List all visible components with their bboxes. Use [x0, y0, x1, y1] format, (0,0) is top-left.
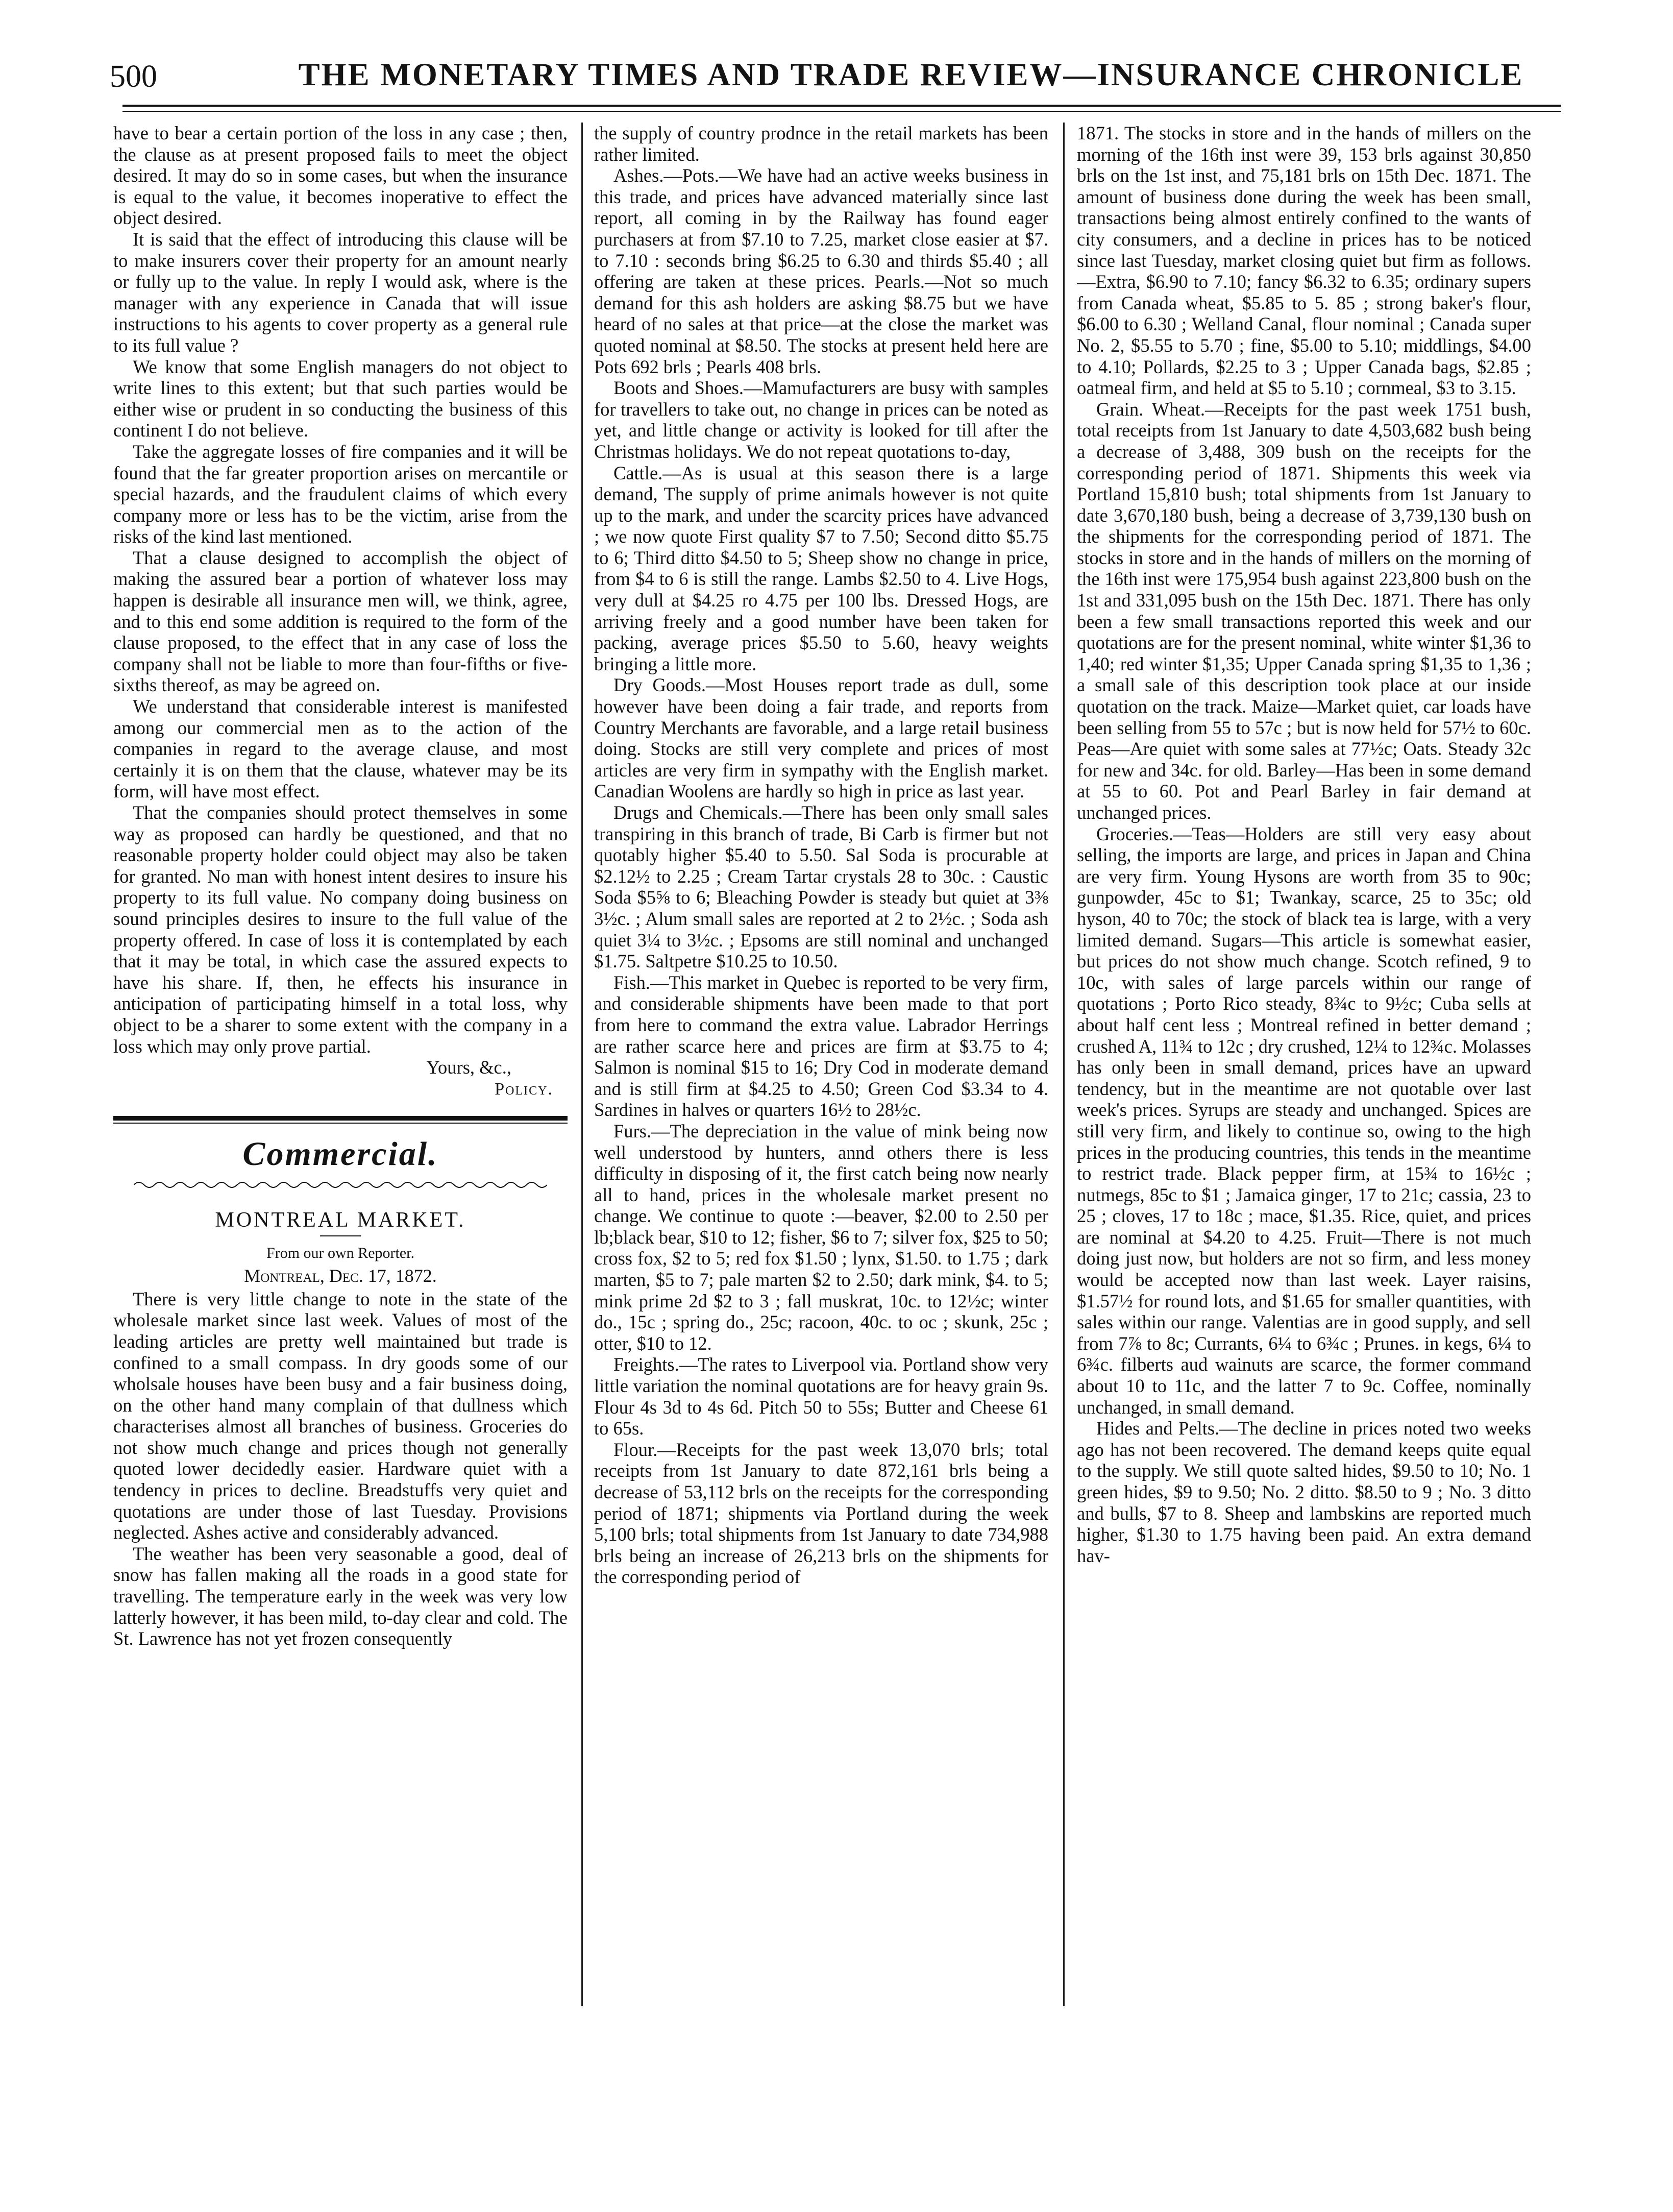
column-1	[113, 123, 568, 2006]
page-header	[110, 48, 1559, 110]
column-3	[1077, 123, 1531, 2006]
market-item-dry-goods: Dry Goods.—Most Houses report trade as dull, some however have been doing a fair trade, and reports from Country Merchants are favorable, and a large retail business doing. Stocks are still very complete and prices of most articles are very firm in sympathy with the English market. Canadian Woolens are hardly so high in price as last year.	[594, 674, 1048, 802]
paragraph: That the companies should protect themselves in some way as proposed can hardly be questioned, and that no reasonable property holder could object may also be taken for granted. No man with honest intent desires to insure his property to its full value. No company doing business on sound principles desires to insure to the full value of the property offered. In case of loss it is contemplated by each that it may be total, in which case the assured expects to have his share. If, then, he effects his insurance in anticipation of participating himself in a total loss, why object to be a sharer to some extent with the company in a loss which may only prove partial.	[113, 802, 568, 1057]
dateline: Montreal, Dec. 17, 1872.	[244, 1265, 437, 1286]
market-item-drugs-and-chemicals: Drugs and Chemicals.—There has been only small sales transpiring in this branch of trade, Bi Carb is firmer but not quotably higher $5.40 to 5.50. Sal Soda is procurable at $2.12½ to 2.25 ; Cream Tartar crystals 28 to 30c. : Caustic Soda $5⅝ to 6; Bleaching Powder is steady but quiet at 3⅜ 3½c. ; Alum small sales are reported at 2 to 2½c. ; Soda ash quiet 3¼ to 3½c. ; Epsoms are still nominal and unchanged $1.75. Saltpetre $10.25 to 10.50.	[594, 802, 1048, 972]
market-item-hides-and-pelts: Hides and Pelts.—The decline in prices noted two weeks ago has not been recovered. The demand keeps quite equal to the supply. We still quote salted hides, $9.50 to 10; No. 1 green hides, $9 to 9.50; No. 2 ditto. $8.50 to 9 ; No. 3 ditto and bulls, $7 to 8. Sheep and lambskins are reported much higher, $1.30 to 1.75 having been paid. An extra demand hav-	[1077, 1418, 1531, 1566]
paragraph: That a clause designed to accomplish the object of making the assured bear a portion of whatever loss may happen is desirable all insurance men will, we think, agree, and to this end some addition is required to the form of the clause proposed, to the effect that in any case of loss the company shall not be liable to more than four-fifths or five-sixths thereof, as may be agreed on.	[113, 547, 568, 696]
paragraph: Take the aggregate losses of fire companies and it will be found that the far greater proportion arises on mercantile or special hazards, and the fraudulent claims of which every company more or less has to be the victim, arise from the risks of the kind last mentioned.	[113, 441, 568, 547]
market-item-fish: Fish.—This market in Quebec is reported to be very firm, and considerable shipments have been made to that port from here to command the extra value. Labrador Herrings are rather scarce here and prices are firm at $3.75 to 4; Salmon is nominal $15 to 16; Dry Cod in moderate demand and is still firm at $4.25 to 4.50; Green Cod $3.34 to 4. Sardines in halves or quarters 16½ to 28½c.	[594, 971, 1048, 1121]
paragraph: There is very little change to note in the state of the wholesale market since last week. Values of most of the leading articles are pretty well maintained but trade is confined to a small compass. In dry goods some of our wholsale houses have been busy and a fair business doing, on the other hand many complain of that dullness which characterises almost all branches of business. Groceries do not show much change and prices though not generally quoted lower decidedly easier. Hardware quiet with a tendency in prices to decline. Breadstuffs very quiet and quotations are under those of last Tuesday. Provisions neglected. Ashes active and considerably advanced.	[113, 1288, 568, 1543]
market-item-cattle: Cattle.—As is usual at this season there is a large demand, The supply of prime animals however is not quite up to the mark, and under the scarcity prices have advanced ; we now quote First quality $7 to 7.50; Second ditto $5.75 to 6; Third ditto $4.50 to 5; Sheep show no change in price, from $4 to 6 is still the range. Lambs $2.50 to 4. Live Hogs, very dull at $4.25 ro 4.75 per 100 lbs. Dressed Hogs, are arriving freely and a good number have been taken for packing, average prices $5.50 to 5.60, heavy weights bringing a little more.	[594, 462, 1048, 674]
letter-sign-off: Yours, &c.,	[426, 1057, 511, 1078]
title-short-rule	[320, 1235, 361, 1236]
market-item-flour: Flour.—Receipts for the past week 13,070 brls; total receipts from 1st January to date 872,161 brls being a decrease of 53,112 brls on the receipts for the corresponding period of 1871; shipments via Portland during the week 5,100 brls; total shipments from 1st January to date 734,988 brls being an increase of 26,213 brls on the shipments for the corresponding period of	[594, 1439, 1048, 1588]
market-item-furs: Furs.—The depreciation in the value of mink being now well understood by hunters, annd others there is less difficulty in disposing of it, the first catch being now nearly all to hand, prices in the wholesale market present no change. We continue to quote :—beaver, $2.00 to 2.50 per lb;black bear, $10 to 12; fisher, $6 to 7; silver fox, $25 to 50; cross fox, $2 to 5; red fox $1.50 ; lynx, $1.50. to 1.75 ; dark marten, $5 to 7; pale marten $2 to 2.50; dark mink, $4. to 5; mink prime 2d $2 to 3 ; fall muskrat, 10c. to 12½c; winter do., 15c ; spring do., 25c; racoon, 40c. to oc ; skunk, 25c ; otter, $10 to 12.	[594, 1120, 1048, 1354]
paragraph: The weather has been very seasonable a good, deal of snow has fallen making all the roads in a good state for travelling. The temperature early in the week was very low latterly however, it has been mild, to-day clear and cold. The St. Lawrence has not yet frozen consequently	[113, 1543, 568, 1649]
paragraph: 1871. The stocks in store and in the hands of millers on the morning of the 16th inst were 39, 153 brls against 30,850 brls on the 1st inst, and 75,181 brls on 15th Dec. 1871. The amount of business done during the week has been small, transactions being almost entirely confined to the wants of city consumers, and a decline in prices has to be noticed since last Tuesday, market closing quiet but firm as follows. —Extra, $6.90 to 7.10; fancy $6.32 to 6.35; ordinary supers from Canada wheat, $5.85 to 5. 85 ; strong baker's flour, $6.00 to 6.30 ; Welland Canal, flour nominal ; Canada super No. 2, $5.55 to 5.70 ; fine, $5.00 to 5.10; middlings, $4.00 to 4.10; Pollards, $2.25 to 3 ; Upper Canada bags, $2.85 ; oatmeal firm, and held at $5 to 5.10 ; cornmeal, $3 to 3.15.	[1077, 123, 1531, 399]
paragraph: It is said that the effect of introducing this clause will be to make insurers cover their property for an amount nearly or fully up to the value. In reply I would ask, where is the manager with any experience in Canada that will issue instructions to his agents to cover property as a general rule to its full value ?	[113, 228, 568, 356]
paragraph: the supply of country prodnce in the retail markets has been rather limited.	[594, 123, 1048, 165]
market-item-freights: Freights.—The rates to Liverpool via. Portland show very little variation the nominal quotations are for heavy grain 9s. Flour 4s 3d to 4s 6d. Pitch 50 to 55s; Butter and Cheese 61 to 65s.	[594, 1354, 1048, 1439]
paragraph: We understand that considerable interest is manifested among our commercial men as to the action of the companies in regard to the average clause, and most certainly it is on them that the clause, whatever may be its form, will have most effect.	[113, 696, 568, 802]
article-columns	[113, 123, 1573, 2006]
market-item-grain: Grain. Wheat.—Receipts for the past week 1751 bush, total receipts from 1st January to date 4,503,682 bush being a decrease of 3,488, 309 bush on the receipts for the corresponding period of 1871. Shipments this week via Portland 15,810 bush; total shipments from 1st January to date 3,670,180 bush, being a decrease of 3,739,130 bush on the shipments for the corresponding period of 1871. The stocks in store and in the hands of millers on the morning of the 16th inst were 175,954 bush against 223,800 bush on the 1st and 331,095 bush on the 15th Dec. 1871. There has only been a few small transactions reported this week and our quotations are for the present nominal, white winter $1,36 to 1,40; red winter $1,35; Upper Canada spring $1,35 to 1,36 ; a small sale of this description took place at our inside quotation on the track. Maize—Market quiet, car loads have been selling from 55 to 57c ; but is now held for 57½ to 60c. Peas—Are quiet with some sales at 77½c; Oats. Steady 32c for new and 34c. for old. Barley—Has been in some demand at 55 to 60. Pot and Pearl Barley in fair demand at unchanged prices.	[1077, 398, 1531, 823]
page-number: 500	[110, 59, 157, 94]
running-title: THE MONETARY TIMES AND TRADE REVIEW—INSURANCE CHRONICLE	[298, 57, 1524, 92]
header-rule-bottom	[122, 111, 1561, 112]
wavy-rule	[134, 1180, 547, 1190]
paragraph: have to bear a certain portion of the loss in any case ; then, the clause as at present proposed fails to meet the object desired. It may do so in some cases, but when the insurance is equal to the value, it becomes inoperative to effect the object desired.	[113, 123, 568, 229]
market-item-ashes: Ashes.—Pots.—We have had an active weeks business in this trade, and prices have advanced materially since last report, all coming in by the Railway has found eager purchasers at from $7.10 to 7.25, market close easier at $7. to 7.10 : seconds bring $6.25 to 6.30 and thirds $5.40 ; all offering are taken at these prices. Pearls.—Not so much demand for this ash holders are asking $8.75 but we have heard of no sales at that price—at the close the market was quoted nominal at $8.50. The stocks at present held here are Pots 692 brls ; Pearls 408 brls.	[594, 165, 1048, 377]
section-rule-thick	[113, 1116, 568, 1121]
market-item-groceries: Groceries.—Teas—Holders are still very easy about selling, the imports are large, and prices in Japan and China are very firm. Young Hysons are worth from 35 to 90c; gunpowder, 45c to $1; Twankay, scarce, 25 to 35c; old hyson, 40 to 70c; the stock of black tea is large, with a very limited demand. Sugars—This article is somewhat easier, but prices do not show much change. Scotch refined, 9 to 10c, with sales of large parcels within our range of quotations ; Porto Rico steady, 8¾c to 9½c; Cuba sells at about half cent less ; Montreal refined in better demand ; crushed A, 11¾ to 12c ; dry crushed, 12¼ to 12¾c. Molasses has only been in small demand, prices have an upward tendency, but in the meantime are not quotable over last week's prices. Syrups are steady and unchanged. Spices are still very firm, and likely to continue so, owing to the high prices in the producing countries, this tends in the meantime to restrict trade. Black pepper firm, at 15¾ to 16½c ; nutmegs, 85c to $1 ; Jamaica ginger, 17 to 21c; cassia, 23 to 25 ; cloves, 17 to 18c ; mace, $1.35. Rice, quiet, and prices are nominal at $4.20 to 4.25. Fruit—There is not much doing just now, but holders are not so firm, and less money would be accepted now than last week. Layer raisins, $1.57½ for round lots, and $1.65 for smaller quantities, with sales within our range. Valentias are in good supply, and sell from 7⅞ to 8c; Currants, 6¼ to 6¾c ; Prunes. in kegs, 6¼ to 6¾c. filberts aud wainuts are scarce, the former command about 10 to 11c, and the latter 7 to 9c. Coffee, nominally unchanged, in small demand.	[1077, 823, 1531, 1418]
column-2	[594, 123, 1048, 2006]
paragraph: We know that some English managers do not object to write lines to this extent; but that such parties would be either wise or prudent in so conducting the business of this continent I do not believe.	[113, 356, 568, 441]
section-rule-thin	[113, 1123, 568, 1124]
market-report-title: MONTREAL MARKET.	[215, 1208, 466, 1232]
header-rule-top	[122, 105, 1561, 107]
section-title: Commercial.	[242, 1135, 438, 1173]
market-item-boots-and-shoes: Boots and Shoes.—Mamufacturers are busy with samples for travellers to take out, no change in prices can be noted as yet, and little change or activity is looked for till after the Christmas holidays. We do not repeat quotations to-day,	[594, 377, 1048, 462]
letter-signature: Policy.	[495, 1079, 553, 1099]
reporter-credit: From our own Reporter.	[266, 1244, 414, 1261]
